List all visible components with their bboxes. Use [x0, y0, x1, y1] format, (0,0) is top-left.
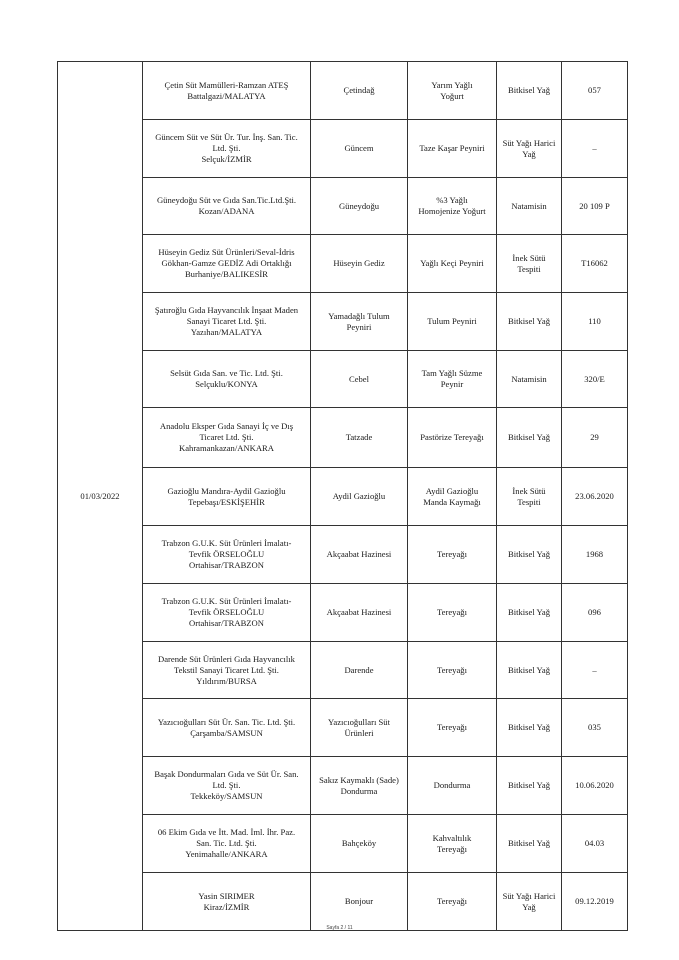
lot-cell [562, 293, 628, 351]
product-line: Tulum Peyniri [427, 316, 477, 326]
brand-line: Güneydoğu [338, 200, 380, 211]
company-line: Anadolu Eksper Gıda Sanayi İç ve Dış [159, 421, 294, 431]
adulterant-cell [497, 408, 562, 468]
product-line: Pastörize Tereyağı [420, 432, 484, 442]
brand-cell [311, 815, 408, 873]
lot-line: 04.03 [584, 838, 605, 848]
adulterant-cell [497, 584, 562, 642]
date-cell: 01/03/2022 [58, 62, 143, 931]
page-footer: Sayfa 2 / 11 [326, 925, 353, 931]
product-cell [408, 351, 497, 408]
product-cell [408, 178, 497, 235]
company-line: Yazıhan/MALATYA [190, 327, 263, 337]
product-cell [408, 584, 497, 642]
lot-line: 110 [588, 316, 601, 326]
lot-cell [562, 699, 628, 757]
company-cell [143, 62, 311, 120]
company-line: Burhaniye/BALIKESİR [184, 269, 269, 279]
product-line: Taze Kaşar Peyniri [419, 143, 485, 153]
adulterant-cell [497, 235, 562, 293]
company-cell [143, 408, 311, 468]
brand-cell [311, 351, 408, 408]
lot-line: T16062 [581, 258, 608, 268]
product-line: Tereyağı [437, 664, 467, 675]
table-row [58, 584, 628, 642]
company-line: Kiraz/İZMİR [203, 901, 250, 912]
lot-cell [562, 120, 628, 178]
brand-cell [311, 584, 408, 642]
company-cell [143, 815, 311, 873]
table-row [58, 293, 628, 351]
table-row [58, 178, 628, 235]
product-line: Tereyağı [437, 722, 467, 732]
adulterant-line: Natamisin [511, 373, 547, 384]
adulterant-cell [497, 526, 562, 584]
brand-line: Tatzade [345, 432, 373, 442]
table-row [58, 526, 628, 584]
company-line: Ltd. Şti. [212, 143, 241, 153]
product-line: Tam Yağlı Süzme [421, 368, 483, 378]
table-row [58, 757, 628, 815]
adulterant-line: Tespiti [517, 263, 541, 274]
brand-cell [311, 120, 408, 178]
adulterant-line: Bitkisel Yağ [507, 722, 551, 732]
brand-line: Sakız Kaymaklı (Sade) [319, 774, 399, 785]
adulterant-line: Yağ [522, 901, 536, 912]
company-line: Tekkeköy/SAMSUN [190, 791, 263, 801]
lot-cell [562, 815, 628, 873]
lot-line: 23.06.2020 [575, 491, 614, 501]
company-line: San. Tic. Ltd. Şti. [196, 838, 257, 848]
adulterant-line: Bitkisel Yağ [507, 316, 551, 326]
company-cell [143, 468, 311, 526]
company-line: Yıldırım/BURSA [196, 675, 257, 686]
brand-line: Akçaabat Hazinesi [326, 607, 392, 617]
company-line: Selçuklu/KONYA [195, 379, 258, 389]
company-line: Ortahisar/TRABZON [189, 560, 264, 570]
company-cell [143, 351, 311, 408]
table-row [58, 815, 628, 873]
adulterant-line: Tespiti [517, 496, 541, 507]
table-row [58, 699, 628, 757]
company-line: Ortahisar/TRABZON [189, 618, 264, 628]
table-row [58, 408, 628, 468]
brand-cell [311, 757, 408, 815]
lot-line: 10.06.2020 [575, 780, 614, 790]
product-cell [408, 873, 497, 931]
adulterant-line: İnek Sütü [512, 252, 546, 263]
company-cell [143, 293, 311, 351]
company-line: Ltd. Şti. [212, 780, 241, 790]
brand-line: Çetindağ [343, 85, 375, 95]
company-cell [143, 642, 311, 699]
lot-line: 320/E [584, 373, 605, 384]
adulterant-line: Yağ [522, 148, 536, 159]
company-line: Yazıcıoğulları Süt Ür. San. Tic. Ltd. Şti. [157, 716, 296, 727]
brand-line: Bonjour [344, 896, 374, 906]
product-cell [408, 757, 497, 815]
product-line: Kahvaltılık [432, 832, 472, 843]
adulterant-cell [497, 468, 562, 526]
lot-line: 29 [590, 432, 599, 442]
product-cell [408, 642, 497, 699]
product-line: Tereyağı [437, 549, 467, 559]
product-line: Aydil Gazioğlu [425, 485, 479, 496]
company-line: Tepebaşı/ESKİŞEHİR [188, 496, 265, 507]
adulterant-cell [497, 293, 562, 351]
brand-line: Akçaabat Hazinesi [326, 549, 392, 559]
company-cell [143, 235, 311, 293]
company-cell [143, 526, 311, 584]
adulterant-cell [497, 120, 562, 178]
company-line: Hüseyin Gediz Süt Ürünleri/Seval-İdris [158, 247, 295, 257]
adulterant-cell [497, 62, 562, 120]
brand-cell [311, 699, 408, 757]
table-row [58, 62, 628, 120]
company-cell [143, 757, 311, 815]
adulterant-cell [497, 757, 562, 815]
lot-line: 096 [588, 607, 601, 617]
adulterant-line: Bitkisel Yağ [507, 85, 551, 95]
company-line: Sanayi Ticaret Ltd. Şti. [186, 316, 267, 326]
table-row [58, 873, 628, 931]
lot-cell [562, 642, 628, 699]
lot-cell [562, 757, 628, 815]
brand-cell [311, 178, 408, 235]
table-row [58, 642, 628, 699]
company-cell [143, 584, 311, 642]
lot-cell [562, 584, 628, 642]
table-row [58, 468, 628, 526]
adulterant-line: Bitkisel Yağ [507, 838, 551, 848]
company-line: Selsüt Gıda San. ve Tic. Ltd. Şti. [170, 368, 283, 378]
brand-line: Dondurma [340, 785, 378, 796]
lot-line: – [592, 664, 597, 675]
brand-cell [311, 62, 408, 120]
product-line: Homojenize Yoğurt [418, 206, 486, 216]
company-line: 06 Ekim Gıda ve İtt. Mad. İml. İhr. Paz. [157, 827, 296, 837]
company-line: Güneydoğu Süt ve Gıda San.Tic.Ltd.Şti. [156, 195, 297, 205]
product-cell [408, 526, 497, 584]
company-cell [143, 120, 311, 178]
company-cell [143, 178, 311, 235]
lot-line: 1968 [585, 549, 604, 559]
product-line: Tereyağı [437, 843, 467, 854]
lot-cell [562, 526, 628, 584]
company-line: Gazioğlu Mandıra-Aydil Gazioğlu [167, 485, 286, 496]
brand-cell [311, 235, 408, 293]
product-cell [408, 699, 497, 757]
adulterant-cell [497, 815, 562, 873]
company-line: Gökhan-Gamze GEDİZ Adi Ortaklığı [161, 258, 292, 268]
adulterant-line: Bitkisel Yağ [507, 432, 551, 442]
adulterant-line: Süt Yağı Harici [502, 137, 556, 148]
adulterant-cell [497, 178, 562, 235]
adulterant-line: Natamisin [511, 200, 547, 211]
brand-line: Aydil Gazioğlu [332, 491, 386, 501]
table-row [58, 120, 628, 178]
brand-cell [311, 293, 408, 351]
lot-line: 09.12.2019 [575, 896, 614, 906]
lot-line: 20 109 P [579, 200, 610, 211]
adulterant-line: Bitkisel Yağ [507, 607, 551, 617]
brand-line: Ürünleri [344, 727, 374, 738]
adulterant-line: Bitkisel Yağ [507, 780, 551, 790]
adulterant-cell [497, 351, 562, 408]
product-cell [408, 408, 497, 468]
company-line: Trabzon G.U.K. Süt Ürünleri İmalatı- [161, 538, 292, 548]
company-line: Başak Dondurmaları Gıda ve Süt Ür. San. [154, 769, 299, 779]
lot-line: 057 [588, 85, 601, 95]
brand-cell [311, 468, 408, 526]
table-row [58, 235, 628, 293]
brand-line: Hüseyin Gediz [333, 258, 385, 268]
brand-line: Darende [344, 664, 374, 675]
brand-cell [311, 873, 408, 931]
product-line: Tereyağı [437, 896, 467, 906]
product-cell [408, 293, 497, 351]
product-line: Peynir [440, 379, 464, 389]
company-line: Güncem Süt ve Süt Ür. Tur. İnş. San. Tic. [155, 132, 298, 142]
lot-cell [562, 408, 628, 468]
company-line: Battalgazi/MALATYA [187, 90, 266, 101]
company-cell [143, 873, 311, 931]
lot-cell [562, 235, 628, 293]
records-table [57, 61, 628, 931]
product-line: Yağlı Keçi Peyniri [420, 258, 484, 268]
company-line: Çetin Süt Mamülleri-Ramzan ATEŞ [164, 79, 289, 90]
lot-line: 035 [588, 722, 601, 732]
company-line: Ticaret Ltd. Şti. [199, 432, 254, 442]
table-row [58, 351, 628, 408]
brand-line: Peyniri [346, 321, 372, 332]
adulterant-line: Bitkisel Yağ [507, 664, 551, 675]
lot-cell [562, 178, 628, 235]
company-line: Tekstil Sanayi Ticaret Ltd. Şti. [174, 664, 279, 675]
company-line: Darende Süt Ürünleri Gıda Hayvancılık [158, 653, 295, 664]
company-line: Selçuk/İZMİR [201, 154, 252, 164]
product-cell [408, 468, 497, 526]
company-line: Kahramankazan/ANKARA [179, 443, 274, 453]
lot-cell [562, 873, 628, 931]
adulterant-line: İnek Sütü [512, 485, 546, 496]
brand-cell [311, 408, 408, 468]
company-line: Trabzon G.U.K. Süt Ürünleri İmalatı- [161, 596, 292, 606]
company-line: Çarşamba/SAMSUN [190, 727, 263, 738]
product-cell [408, 815, 497, 873]
product-line: Yarım Yağlı [431, 79, 473, 90]
brand-line: Bahçeköy [341, 838, 377, 848]
product-line: Dondurma [433, 780, 471, 790]
product-line: Yoğurt [440, 90, 464, 101]
adulterant-line: Bitkisel Yağ [507, 549, 551, 559]
company-cell [143, 699, 311, 757]
company-line: Tevfik ÖRSELOĞLU [188, 607, 265, 617]
company-line: Kozan/ADANA [198, 206, 255, 216]
adulterant-cell [497, 873, 562, 931]
adulterant-cell [497, 699, 562, 757]
product-cell [408, 235, 497, 293]
brand-line: Yamadağlı Tulum [328, 310, 390, 321]
brand-cell [311, 526, 408, 584]
product-line: Manda Kaymağı [423, 496, 481, 507]
product-cell [408, 120, 497, 178]
product-cell [408, 62, 497, 120]
adulterant-cell [497, 642, 562, 699]
lot-cell [562, 468, 628, 526]
brand-line: Güncem [344, 143, 374, 153]
company-line: Yasin SIRIMER [198, 890, 255, 901]
brand-line: Yazıcıoğulları Süt [328, 716, 390, 727]
company-line: Şatıroğlu Gıda Hayvancılık İnşaat Maden [154, 305, 299, 315]
records-body [58, 62, 628, 931]
adulterant-line: Süt Yağı Harici [502, 890, 556, 901]
lot-cell [562, 62, 628, 120]
lot-line: – [592, 143, 597, 153]
brand-cell [311, 642, 408, 699]
company-line: Tevfik ÖRSELOĞLU [188, 549, 265, 559]
brand-line: Cebel [348, 373, 370, 384]
lot-cell [562, 351, 628, 408]
product-line: Tereyağı [437, 607, 467, 617]
company-line: Yenimahalle/ANKARA [185, 849, 268, 859]
product-line: %3 Yağlı [436, 195, 468, 205]
